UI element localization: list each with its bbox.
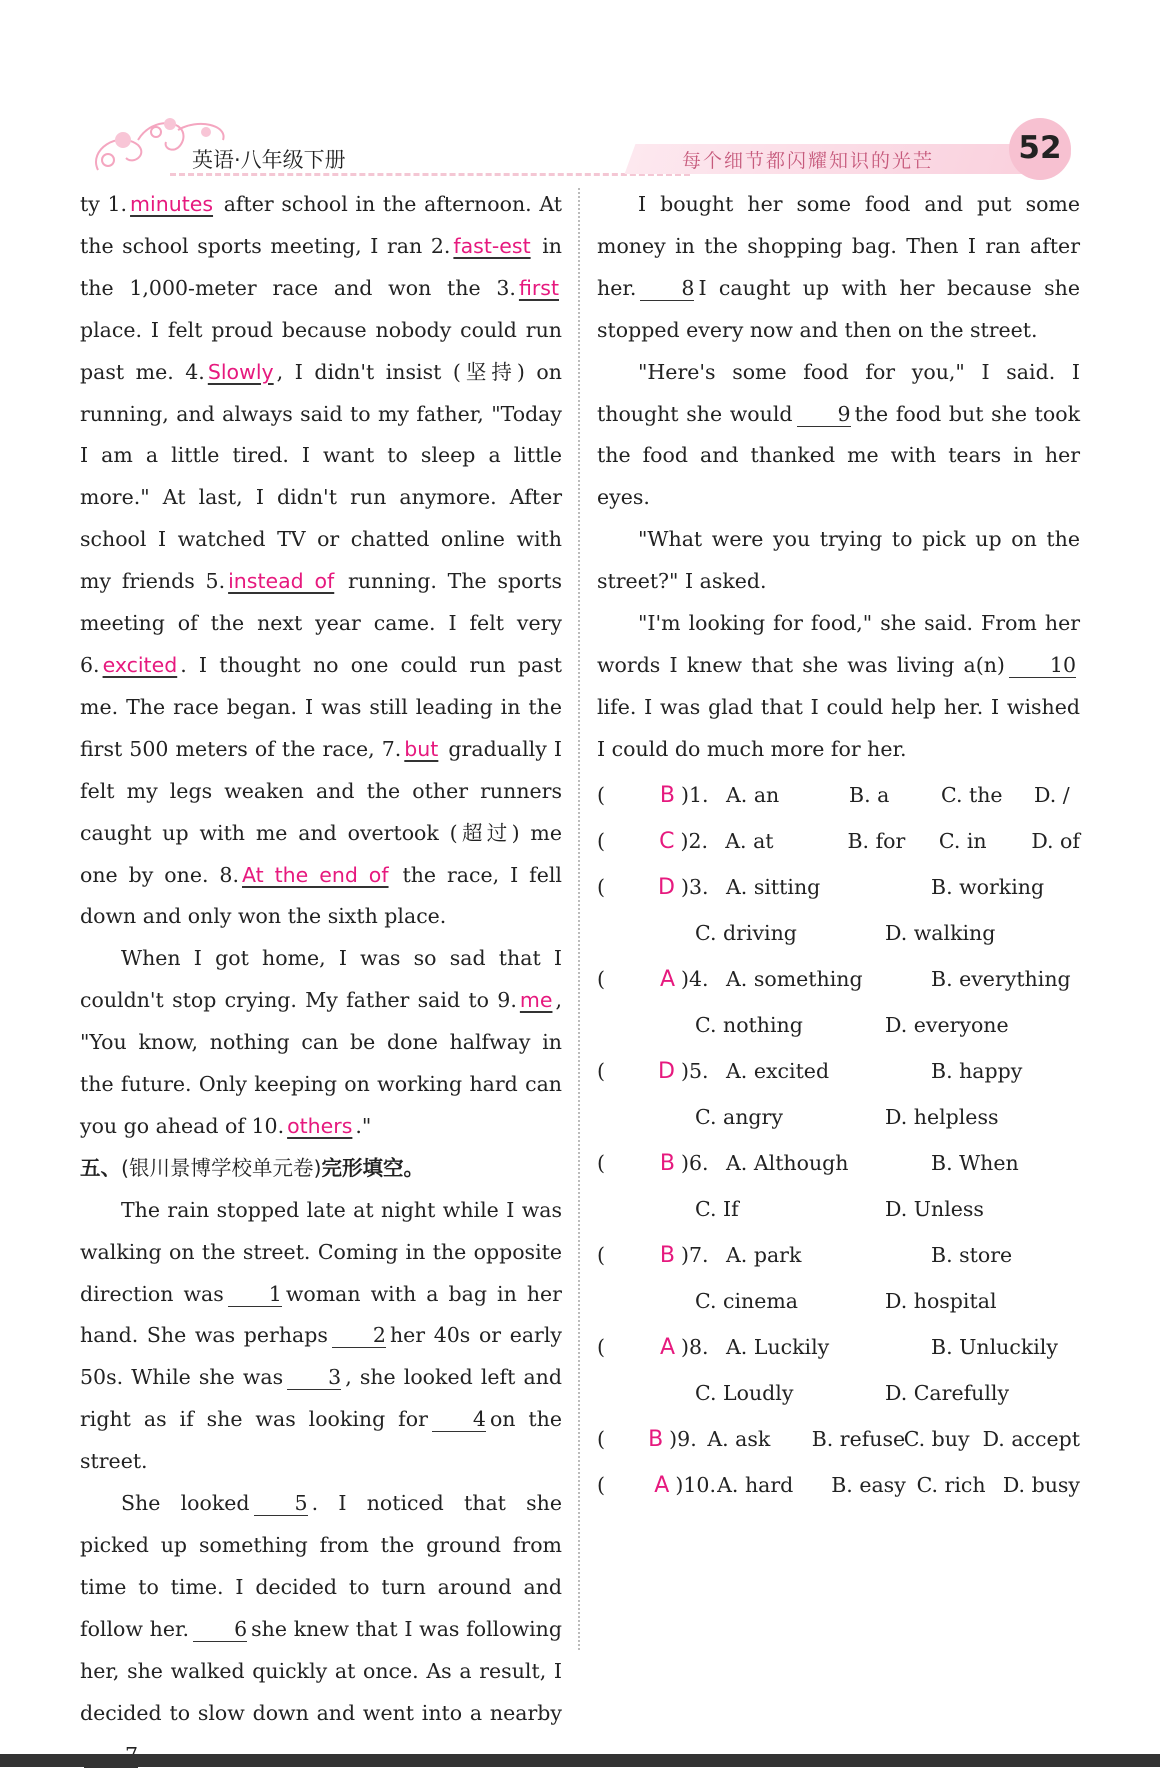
question-10: ( A )10. A. hard B. easy C. rich D. busy: [597, 1463, 1080, 1509]
cloze-blank-4[interactable]: 4: [432, 1407, 486, 1432]
cloze-blank-5[interactable]: 5: [254, 1491, 308, 1516]
header-motto: 每个细节都闪耀知识的光芒: [682, 150, 935, 172]
answer-blank-2[interactable]: fast-est: [453, 233, 531, 258]
cloze-paragraph-2: She looked 5 . I noticed that she picked up something from the ground from time to time. I decided to turn around and follow her. 6 she knew that I was following her, she walked quickly at once. As a result, I decided to slow down and went into a nearby: [80, 1483, 562, 1776]
book-subject: 英语·八年级下册: [192, 148, 346, 172]
question-4-answer[interactable]: A: [659, 966, 675, 992]
cloze-blank-8[interactable]: 8: [640, 276, 694, 301]
answer-blank-6[interactable]: excited: [102, 652, 178, 677]
section-heading: 五、(银川景博学校单元卷)完形填空。: [80, 1155, 424, 1180]
question-4: ( A )4. A. something B. everything: [597, 957, 1080, 1003]
cloze-paragraph-6: "I'm looking for food," she said. From her words I knew that she was living a(n) 10life. I was glad that I could help her. I wished I could do much more for her.: [597, 611, 1080, 761]
story-paragraph-1: ty 1. minutes after school in the afternoon. At the school sports meeting, I ran 2. fast-est in the 1,000-meter race and won the 3. first place. I felt proud because nobody could run past me. 4. Slowly , I didn't insist (坚持) on running, and always said to my father, "Today I am a little tired. I want to sleep a little more." At last, I didn't run anymore. After school I watched TV or chatted online with my friends 5. instead of running. The sports meeting of the next year came. I felt very 6. excited . I thought no one could run past me. The race began. I was still leading in the first 500 meters of the race, 7. but gradually I felt my legs weaken and the other runners caught up with me and overtook (超过) me one by one. 8. At the end of the race, I fell down and only won the sixth place.: [80, 192, 562, 929]
question-list: [597, 773, 1080, 1509]
cloze-blank-1[interactable]: 1: [228, 1282, 282, 1307]
paren-open: (: [597, 1058, 605, 1083]
question-9-answer[interactable]: B: [648, 1426, 664, 1452]
footer-bar: [0, 1754, 1160, 1767]
cloze-blank-10[interactable]: 10: [1009, 653, 1076, 678]
question-5: ( D )5. A. excited B. happy: [597, 1049, 1080, 1095]
cloze-paragraph-5: "What were you trying to pick up on the street?" I asked.: [597, 527, 1080, 594]
page-number: 52: [1018, 130, 1062, 166]
question-6-row2: C. If D. Unless: [695, 1196, 984, 1221]
cloze-paragraph-3: I bought her some food and put some money in the shopping bag. Then I ran after her. 8 I caught up with her because she stopped every now and then on the street.: [597, 192, 1080, 342]
question-1-answer[interactable]: B: [659, 782, 675, 808]
question-3-answer[interactable]: D: [658, 874, 675, 900]
left-column: [80, 184, 562, 1776]
question-10-answer[interactable]: A: [654, 1472, 670, 1498]
question-2: ( C )2. A. at B. for C. in D. of: [597, 819, 1080, 865]
question-6: ( B )6. A. Although B. When: [597, 1141, 1080, 1187]
answer-blank-5[interactable]: instead of: [228, 569, 335, 594]
question-5-row2: C. angry D. helpless: [695, 1104, 999, 1129]
question-7-row2: C. cinema D. hospital: [695, 1288, 997, 1313]
cloze-blank-6[interactable]: 6: [193, 1617, 247, 1642]
paren-open: (: [597, 874, 605, 899]
question-8-answer[interactable]: A: [659, 1334, 675, 1360]
answer-blank-3[interactable]: first: [518, 275, 559, 300]
question-8: ( A )8. A. Luckily B. Unluckily: [597, 1325, 1080, 1371]
paren-open: (: [597, 966, 605, 991]
answer-blank-7[interactable]: but: [404, 736, 439, 761]
paren-open: (: [597, 1334, 605, 1359]
paren-open: (: [597, 828, 605, 853]
question-1: ( B )1. A. an B. a C. the D. /: [597, 773, 1080, 819]
question-6-answer[interactable]: B: [659, 1150, 675, 1176]
question-5-answer[interactable]: D: [658, 1058, 675, 1084]
paren-open: (: [597, 1150, 605, 1175]
column-divider: [578, 188, 580, 1650]
question-2-answer[interactable]: C: [659, 828, 675, 854]
question-3: ( D )3. A. sitting B. working: [597, 865, 1080, 911]
paren-open: (: [597, 782, 605, 807]
answer-blank-9[interactable]: me: [519, 988, 553, 1013]
answer-blank-4[interactable]: Slowly: [207, 359, 274, 384]
cloze-blank-3[interactable]: 3: [287, 1365, 341, 1390]
right-column-text: [597, 184, 1080, 1509]
cloze-blank-2[interactable]: 2: [332, 1323, 386, 1348]
question-9: ( B )9. A. ask B. refuse C. buy D. accept: [597, 1417, 1080, 1463]
cloze-paragraph-1: The rain stopped late at night while I was walking on the street. Coming in the opposite direction was 1 woman with a bag in her hand. She was perhaps 2 her 40s or early 50s. While she was 3 , she looked left and right as if she was looking for 4 on the street.: [80, 1197, 562, 1474]
question-3-row2: C. driving D. walking: [695, 920, 996, 945]
cloze-paragraph-4: "Here's some food for you," I said. I thought she would 9 the food but she took the food and thanked me with tears in her eyes.: [597, 359, 1080, 510]
story-paragraph-2: When I got home, I was so sad that I couldn't stop crying. My father said to 9. me , "You know, nothing can be done halfway in the future. Only keeping on working hard can you go ahead of 10. others .": [80, 946, 562, 1138]
answer-blank-1[interactable]: minutes: [130, 192, 214, 216]
question-7: ( B )7. A. park B. store: [597, 1233, 1080, 1279]
page-header: [70, 110, 1080, 182]
question-7-answer[interactable]: B: [659, 1242, 675, 1268]
question-8-row2: C. Loudly D. Carefully: [695, 1380, 1010, 1405]
header-dashed-line: [170, 173, 690, 176]
cloze-blank-9[interactable]: 9: [797, 402, 851, 427]
answer-blank-8[interactable]: At the end of: [241, 862, 389, 887]
question-4-row2: C. nothing D. everyone: [695, 1012, 1009, 1037]
paren-open: (: [597, 1426, 605, 1451]
paren-open: (: [597, 1242, 605, 1267]
paren-open: (: [597, 1472, 605, 1497]
answer-blank-10[interactable]: others: [287, 1113, 353, 1138]
